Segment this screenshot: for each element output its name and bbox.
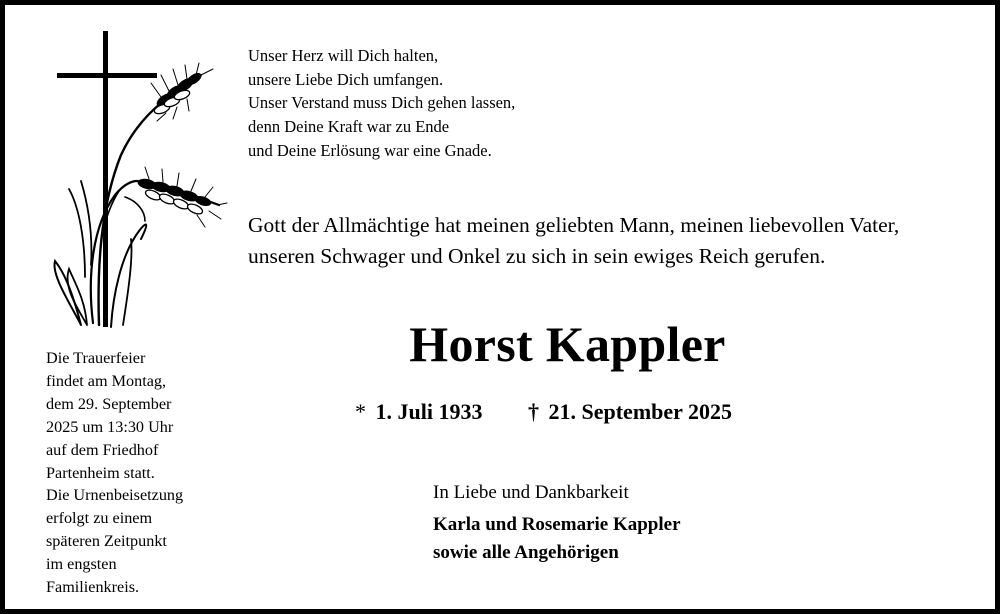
birth-star-icon: * — [355, 399, 366, 424]
poem-line: Unser Herz will Dich halten, — [248, 46, 439, 65]
funeral-line: erfolgt zu einem — [46, 509, 153, 528]
mourner-name: Karla und Rosemarie Kappler — [433, 514, 681, 535]
mourners-block — [433, 479, 833, 567]
funeral-line: im engsten — [46, 555, 117, 574]
funeral-line: findet am Montag, — [46, 371, 167, 390]
funeral-line: Die Urnenbeisetzung — [46, 486, 184, 505]
funeral-line: späteren Zeitpunkt — [46, 532, 167, 551]
funeral-notice — [46, 347, 241, 599]
mourner-name: sowie alle Angehörigen — [433, 542, 619, 563]
poem-line: und Deine Erlösung war eine Gnade. — [248, 140, 492, 160]
birth-date: 1. Juli 1933 — [375, 399, 483, 424]
funeral-line: Die Trauerfeier — [46, 349, 146, 367]
funeral-line: Familienkreis. — [46, 578, 140, 597]
mourners-intro: In Liebe und Dankbarkeit — [433, 482, 629, 503]
memorial-poem — [248, 44, 768, 163]
poem-line: Unser Verstand muss Dich gehen lassen, — [248, 93, 516, 113]
funeral-line: auf dem Friedhof — [46, 440, 159, 459]
poem-line: denn Deine Kraft war zu Ende — [248, 117, 450, 137]
announcement-line: unseren Schwager und Onkel zu sich in sein ewiges Reich gerufen. — [248, 244, 826, 268]
announcement-line: Gott der Allmächtige hat meinen geliebten Mann, meinen liebevollen Vater, — [248, 213, 900, 237]
life-dates — [355, 396, 855, 428]
death-cross-icon: † — [528, 399, 539, 424]
funeral-line: Partenheim statt. — [46, 463, 155, 482]
funeral-line: dem 29. September — [46, 394, 172, 413]
death-date: 21. September 2025 — [548, 399, 733, 424]
funeral-line: 2025 um 13:30 Uhr — [46, 417, 174, 436]
birth-date-group — [355, 396, 482, 428]
cross-with-wheat-icon — [41, 25, 231, 331]
death-announcement — [248, 210, 998, 272]
deceased-name: Horst Kappler — [409, 316, 726, 372]
poem-line: unsere Liebe Dich umfangen. — [248, 69, 444, 89]
death-date-group — [528, 396, 732, 428]
